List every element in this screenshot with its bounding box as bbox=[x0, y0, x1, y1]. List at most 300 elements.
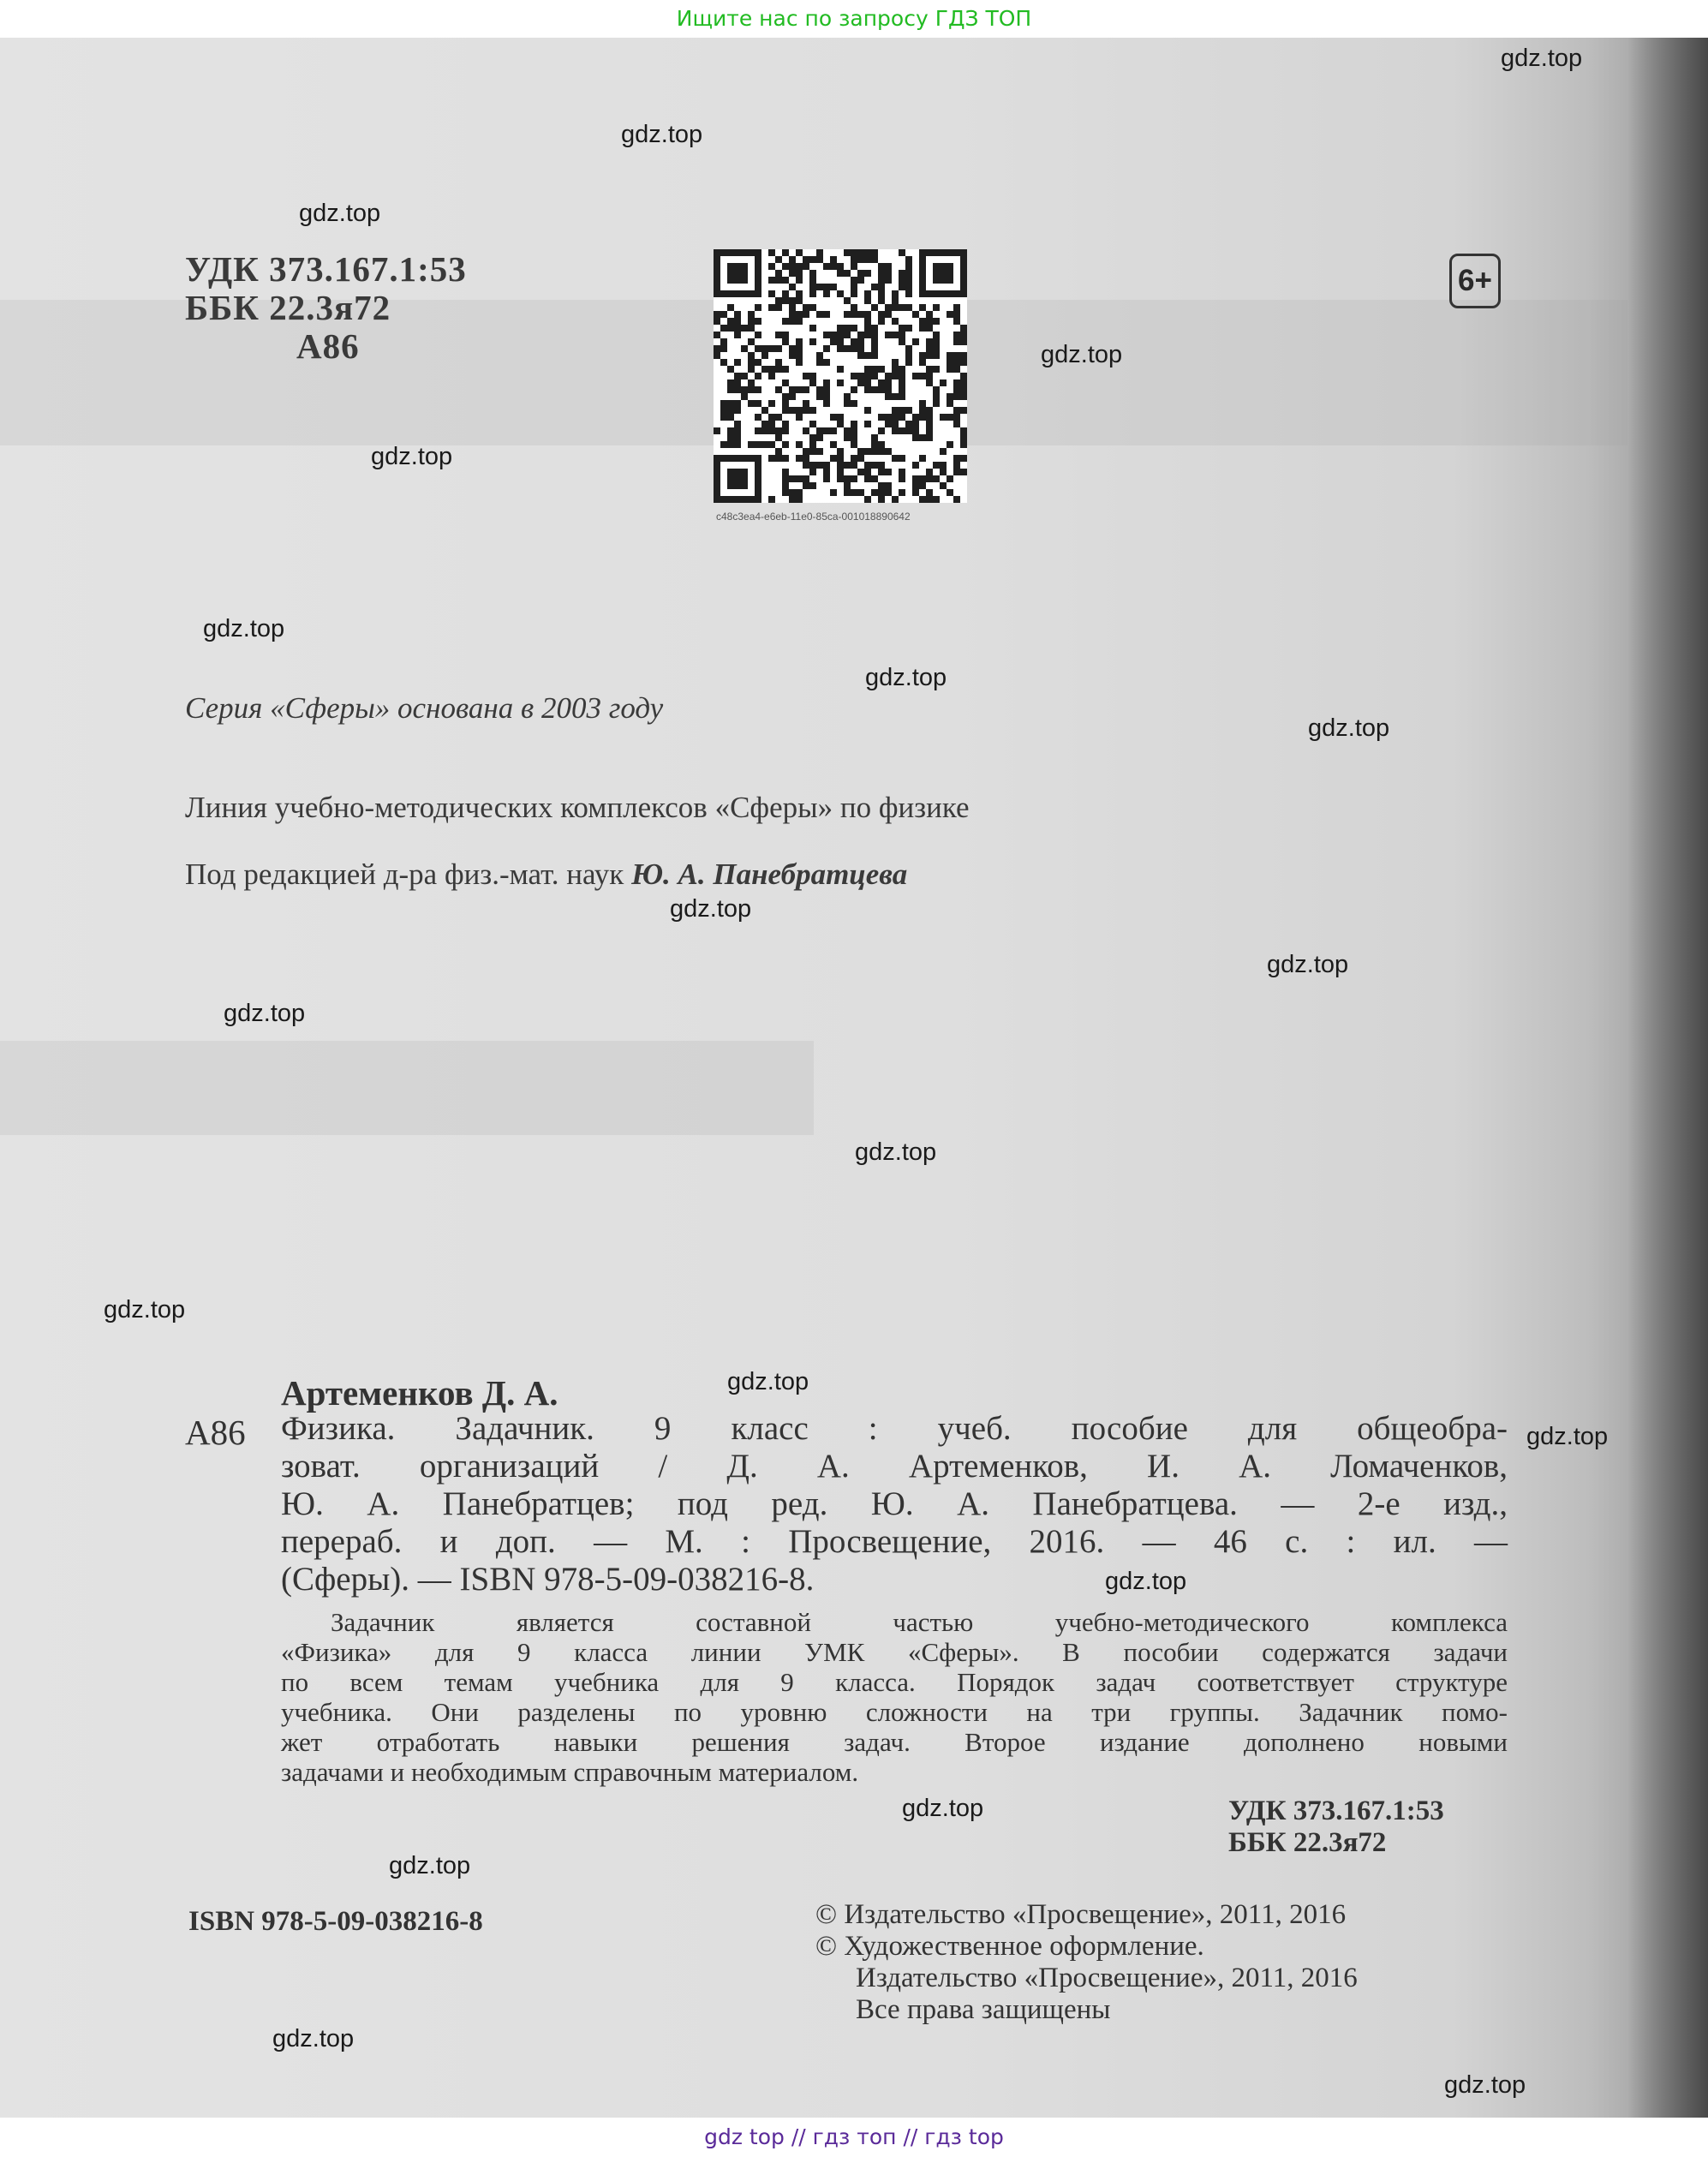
qr-module bbox=[844, 400, 851, 407]
qr-module bbox=[844, 434, 851, 441]
qr-module bbox=[809, 379, 816, 386]
qr-module bbox=[796, 345, 803, 352]
copyright-line: © Художественное оформление. bbox=[815, 1931, 1204, 1962]
qr-module bbox=[878, 263, 885, 270]
qr-module bbox=[926, 475, 933, 482]
qr-module bbox=[933, 345, 940, 352]
watermark-gdz: gdz.top bbox=[272, 2025, 355, 2052]
qr-module bbox=[755, 414, 761, 421]
qr-module bbox=[905, 352, 912, 359]
qr-module bbox=[953, 352, 960, 359]
qr-module bbox=[919, 496, 926, 503]
qr-module bbox=[844, 270, 851, 277]
qr-module bbox=[789, 407, 796, 414]
qr-module bbox=[864, 421, 871, 427]
qr-module bbox=[803, 256, 809, 263]
qr-module bbox=[803, 475, 809, 482]
qr-module bbox=[720, 345, 727, 352]
qr-module bbox=[782, 400, 789, 407]
qr-module bbox=[809, 284, 816, 290]
qr-module bbox=[871, 345, 878, 352]
qr-module bbox=[803, 407, 809, 414]
qr-module bbox=[789, 297, 796, 304]
qr-module bbox=[892, 407, 899, 414]
qr-module bbox=[782, 338, 789, 345]
qr-module bbox=[734, 318, 741, 325]
qr-module bbox=[953, 386, 960, 393]
qr-module bbox=[851, 373, 857, 379]
qr-module bbox=[899, 338, 905, 345]
watermark-gdz: gdz.top bbox=[670, 895, 752, 923]
qr-module bbox=[926, 434, 933, 441]
qr-module bbox=[899, 270, 905, 277]
qr-module bbox=[720, 407, 727, 414]
qr-module bbox=[830, 338, 837, 345]
qr-module bbox=[714, 318, 720, 325]
qr-module bbox=[919, 482, 926, 489]
qr-module bbox=[734, 441, 741, 448]
qr-module bbox=[809, 338, 816, 345]
qr-module bbox=[809, 304, 816, 311]
qr-module bbox=[926, 421, 933, 427]
qr-module bbox=[803, 482, 809, 489]
qr-module bbox=[768, 427, 775, 434]
qr-module bbox=[947, 352, 953, 359]
qr-module bbox=[775, 366, 782, 373]
qr-module bbox=[905, 277, 912, 284]
qr-module bbox=[926, 338, 933, 345]
qr-module bbox=[782, 263, 789, 270]
qr-module bbox=[953, 366, 960, 373]
qr-module bbox=[768, 400, 775, 407]
qr-module bbox=[768, 455, 775, 462]
qr-module bbox=[871, 366, 878, 373]
qr-module bbox=[803, 427, 809, 434]
qr-module bbox=[926, 407, 933, 414]
qr-module bbox=[892, 318, 899, 325]
qr-module bbox=[912, 482, 919, 489]
bleed-through-band-middle bbox=[0, 1041, 814, 1135]
qr-module bbox=[871, 325, 878, 332]
copyright-block bbox=[815, 1899, 1358, 2026]
qr-module bbox=[933, 462, 940, 469]
qr-module bbox=[871, 373, 878, 379]
qr-module bbox=[878, 482, 885, 489]
qr-module bbox=[823, 386, 830, 393]
bottom-links-banner[interactable]: gdz top // гдз топ // гдз top bbox=[0, 2118, 1708, 2157]
qr-module bbox=[933, 338, 940, 345]
qr-module bbox=[857, 270, 864, 277]
page-binding-shadow bbox=[1627, 38, 1708, 2118]
watermark-gdz: gdz.top bbox=[1041, 341, 1123, 368]
qr-module bbox=[775, 427, 782, 434]
qr-module bbox=[768, 290, 775, 297]
qr-module bbox=[871, 448, 878, 455]
qr-module bbox=[714, 427, 720, 434]
qr-module bbox=[775, 297, 782, 304]
qr-module bbox=[734, 332, 741, 338]
qr-module bbox=[933, 332, 940, 338]
qr-module bbox=[871, 304, 878, 311]
qr-module bbox=[892, 366, 899, 373]
qr-module bbox=[830, 284, 837, 290]
qr-module bbox=[727, 427, 734, 434]
qr-module bbox=[885, 263, 892, 270]
qr-module bbox=[837, 469, 844, 475]
watermark-gdz: gdz.top bbox=[104, 1296, 186, 1323]
qr-module bbox=[809, 407, 816, 414]
qr-module bbox=[823, 290, 830, 297]
qr-module bbox=[878, 366, 885, 373]
qr-module bbox=[871, 434, 878, 441]
qr-module bbox=[871, 489, 878, 496]
qr-module bbox=[720, 311, 727, 318]
qr-module bbox=[953, 379, 960, 386]
qr-module bbox=[857, 277, 864, 284]
qr-module bbox=[851, 345, 857, 352]
qr-module bbox=[782, 318, 789, 325]
copyright-line: Все права защищены bbox=[856, 1994, 1111, 2025]
qr-module bbox=[933, 400, 940, 407]
qr-module bbox=[816, 311, 823, 318]
curriculum-line: Линия учебно-методических комплексов «Сферы» по физике bbox=[185, 791, 970, 824]
qr-module bbox=[851, 489, 857, 496]
watermark-gdz: gdz.top bbox=[371, 443, 453, 470]
qr-module bbox=[809, 448, 816, 455]
qr-module bbox=[837, 421, 844, 427]
qr-module bbox=[851, 290, 857, 297]
qr-module bbox=[782, 407, 789, 414]
qr-module bbox=[919, 475, 926, 482]
qr-module bbox=[748, 318, 755, 325]
qr-module bbox=[926, 373, 933, 379]
qr-module bbox=[905, 345, 912, 352]
qr-module bbox=[741, 393, 748, 400]
qr-module bbox=[871, 475, 878, 482]
qr-module bbox=[803, 263, 809, 270]
qr-module bbox=[748, 441, 755, 448]
qr-module bbox=[830, 263, 837, 270]
qr-module bbox=[871, 462, 878, 469]
qr-module bbox=[851, 325, 857, 332]
qr-module bbox=[892, 455, 899, 462]
qr-module bbox=[803, 448, 809, 455]
qr-module bbox=[864, 290, 871, 297]
footer-bbk: ББК 22.3я72 bbox=[1228, 1827, 1387, 1858]
qr-module bbox=[864, 462, 871, 469]
editor-prefix: Под редакцией д-ра физ.-мат. наук bbox=[185, 857, 632, 891]
abstract bbox=[281, 1607, 1508, 1787]
qr-module bbox=[809, 441, 816, 448]
qr-module bbox=[919, 352, 926, 359]
qr-module bbox=[837, 475, 844, 482]
qr-module bbox=[947, 359, 953, 366]
qr-module bbox=[782, 441, 789, 448]
qr-module bbox=[748, 366, 755, 373]
qr-module bbox=[741, 373, 748, 379]
qr-module bbox=[803, 400, 809, 407]
watermark-gdz: gdz.top bbox=[299, 200, 381, 227]
qr-module bbox=[919, 373, 926, 379]
qr-module bbox=[960, 441, 967, 448]
qr-module bbox=[789, 318, 796, 325]
qr-module bbox=[899, 469, 905, 475]
qr-module bbox=[714, 345, 720, 352]
qr-module bbox=[851, 434, 857, 441]
qr-module bbox=[871, 338, 878, 345]
qr-module bbox=[892, 414, 899, 421]
qr-module bbox=[775, 270, 782, 277]
qr-module bbox=[727, 434, 734, 441]
qr-module bbox=[912, 475, 919, 482]
bibliography-line: зоват. организаций / Д. А. Артеменков, И. А. Ломаченков, bbox=[281, 1448, 1508, 1485]
watermark-gdz: gdz.top bbox=[727, 1368, 809, 1395]
qr-module bbox=[789, 345, 796, 352]
qr-module bbox=[857, 469, 864, 475]
qr-module bbox=[933, 386, 940, 393]
qr-module bbox=[809, 325, 816, 332]
qr-module bbox=[899, 284, 905, 290]
qr-module bbox=[878, 290, 885, 297]
qr-module bbox=[919, 304, 926, 311]
qr-module bbox=[878, 297, 885, 304]
qr-module bbox=[940, 414, 947, 421]
series-note: Серия «Сферы» основана в 2003 году bbox=[185, 691, 664, 725]
watermark-gdz: gdz.top bbox=[1444, 2071, 1526, 2099]
qr-module bbox=[878, 427, 885, 434]
abstract-line: «Физика» для 9 класса линии УМК «Сферы». В пособии содержатся задачи bbox=[281, 1637, 1508, 1667]
qr-module bbox=[864, 475, 871, 482]
qr-module bbox=[864, 469, 871, 475]
qr-module bbox=[899, 249, 905, 256]
qr-module bbox=[782, 455, 789, 462]
qr-module bbox=[748, 400, 755, 407]
qr-module bbox=[796, 297, 803, 304]
qr-module bbox=[857, 352, 864, 359]
qr-module bbox=[953, 421, 960, 427]
qr-module bbox=[851, 284, 857, 290]
qr-module bbox=[755, 386, 761, 393]
qr-module bbox=[947, 441, 953, 448]
qr-module bbox=[844, 297, 851, 304]
qr-module bbox=[905, 270, 912, 277]
qr-module bbox=[933, 304, 940, 311]
qr-module bbox=[796, 414, 803, 421]
qr-module bbox=[789, 386, 796, 393]
qr-module bbox=[816, 284, 823, 290]
qr-module bbox=[816, 256, 823, 263]
qr-module bbox=[775, 277, 782, 284]
qr-module bbox=[775, 359, 782, 366]
qr-module bbox=[837, 332, 844, 338]
qr-module bbox=[857, 332, 864, 338]
qr-module bbox=[892, 290, 899, 297]
qr-module bbox=[892, 297, 899, 304]
qr-module bbox=[830, 414, 837, 421]
qr-module bbox=[885, 332, 892, 338]
qr-module bbox=[953, 455, 960, 462]
qr-module bbox=[734, 400, 741, 407]
qr-module bbox=[933, 352, 940, 359]
watermark-gdz: gdz.top bbox=[902, 1795, 984, 1822]
qr-module bbox=[748, 359, 755, 366]
qr-module bbox=[960, 469, 967, 475]
editor-name: Ю. А. Панебратцева bbox=[631, 857, 908, 891]
qr-module bbox=[871, 256, 878, 263]
qr-module bbox=[727, 379, 734, 386]
qr-module bbox=[926, 318, 933, 325]
qr-module bbox=[857, 373, 864, 379]
qr-module bbox=[844, 249, 851, 256]
watermark-gdz: gdz.top bbox=[1501, 45, 1583, 72]
qr-module bbox=[919, 434, 926, 441]
qr-module bbox=[919, 325, 926, 332]
qr-module bbox=[775, 332, 782, 338]
qr-module bbox=[816, 393, 823, 400]
qr-module bbox=[953, 304, 960, 311]
qr-module bbox=[755, 427, 761, 434]
qr-module bbox=[768, 249, 775, 256]
qr-module bbox=[816, 448, 823, 455]
qr-module bbox=[809, 373, 816, 379]
qr-module bbox=[837, 366, 844, 373]
qr-module bbox=[720, 441, 727, 448]
qr-module bbox=[878, 469, 885, 475]
qr-module bbox=[789, 263, 796, 270]
qr-module bbox=[830, 489, 837, 496]
qr-module bbox=[933, 393, 940, 400]
qr-module bbox=[885, 277, 892, 284]
qr-module bbox=[933, 496, 940, 503]
qr-module bbox=[761, 427, 768, 434]
qr-module bbox=[892, 304, 899, 311]
qr-module bbox=[899, 475, 905, 482]
qr-module bbox=[789, 270, 796, 277]
qr-module bbox=[947, 366, 953, 373]
qr-module bbox=[741, 345, 748, 352]
qr-module bbox=[953, 462, 960, 469]
copyright-line: © Издательство «Просвещение», 2011, 2016 bbox=[815, 1899, 1347, 1930]
qr-module bbox=[837, 270, 844, 277]
qr-module bbox=[885, 482, 892, 489]
qr-module bbox=[953, 393, 960, 400]
qr-module bbox=[727, 386, 734, 393]
qr-module bbox=[864, 407, 871, 414]
qr-module bbox=[933, 366, 940, 373]
qr-module bbox=[905, 407, 912, 414]
qr-module bbox=[830, 455, 837, 462]
qr-module bbox=[857, 256, 864, 263]
qr-module bbox=[905, 427, 912, 434]
bibliography-line: перераб. и доп. — М. : Просвещение, 2016. — 46 с. : ил. — bbox=[281, 1523, 1508, 1560]
qr-module bbox=[775, 345, 782, 352]
qr-module bbox=[871, 284, 878, 290]
qr-module bbox=[727, 304, 734, 311]
qr-module bbox=[768, 277, 775, 284]
qr-module bbox=[851, 455, 857, 462]
qr-module bbox=[768, 304, 775, 311]
qr-module bbox=[727, 325, 734, 332]
qr-module bbox=[851, 311, 857, 318]
qr-module bbox=[878, 270, 885, 277]
qr-module bbox=[844, 345, 851, 352]
qr-module bbox=[714, 332, 720, 338]
qr-module bbox=[796, 338, 803, 345]
qr-module bbox=[871, 352, 878, 359]
qr-module bbox=[933, 318, 940, 325]
qr-module bbox=[844, 311, 851, 318]
qr-module bbox=[727, 414, 734, 421]
qr-module bbox=[830, 332, 837, 338]
qr-module bbox=[768, 373, 775, 379]
qr-module bbox=[796, 407, 803, 414]
qr-module bbox=[878, 496, 885, 503]
qr-module bbox=[905, 284, 912, 290]
qr-module bbox=[899, 414, 905, 421]
qr-module bbox=[782, 366, 789, 373]
qr-module bbox=[851, 256, 857, 263]
qr-module bbox=[796, 489, 803, 496]
qr-module bbox=[734, 359, 741, 366]
qr-module bbox=[871, 386, 878, 393]
qr-module bbox=[755, 304, 761, 311]
qr-module bbox=[857, 489, 864, 496]
qr-module bbox=[871, 332, 878, 338]
qr-module bbox=[926, 345, 933, 352]
qr-module bbox=[796, 311, 803, 318]
qr-module bbox=[796, 386, 803, 393]
qr-module bbox=[837, 448, 844, 455]
qr-module bbox=[960, 332, 967, 338]
abstract-line: задачами и необходимым справочным материалом. bbox=[281, 1757, 859, 1787]
qr-module bbox=[761, 352, 768, 359]
top-search-banner[interactable]: Ищите нас по запросу ГДЗ ТОП bbox=[0, 0, 1708, 38]
qr-module bbox=[809, 462, 816, 469]
qr-module bbox=[734, 386, 741, 393]
isbn: ISBN 978-5-09-038216-8 bbox=[188, 1906, 483, 1937]
copyright-line: Издательство «Просвещение», 2011, 2016 bbox=[856, 1963, 1358, 1993]
bbk-code: ББК 22.3я72 bbox=[185, 288, 391, 327]
qr-module bbox=[714, 352, 720, 359]
qr-code bbox=[714, 249, 967, 503]
bibliography-author: Артеменков Д. А. bbox=[281, 1373, 558, 1413]
qr-module bbox=[782, 332, 789, 338]
qr-module bbox=[734, 373, 741, 379]
qr-module bbox=[789, 496, 796, 503]
qr-module bbox=[864, 332, 871, 338]
qr-module bbox=[851, 263, 857, 270]
watermark-gdz: gdz.top bbox=[1105, 1568, 1187, 1595]
qr-module bbox=[782, 297, 789, 304]
qr-module bbox=[885, 469, 892, 475]
qr-module bbox=[857, 311, 864, 318]
qr-module bbox=[809, 270, 816, 277]
qr-module bbox=[720, 414, 727, 421]
qr-module bbox=[782, 249, 789, 256]
qr-module bbox=[851, 462, 857, 469]
qr-module bbox=[864, 311, 871, 318]
qr-module bbox=[878, 489, 885, 496]
qr-module bbox=[803, 386, 809, 393]
qr-module bbox=[960, 434, 967, 441]
qr-module bbox=[823, 427, 830, 434]
qr-module bbox=[885, 414, 892, 421]
qr-module bbox=[782, 475, 789, 482]
qr-module bbox=[864, 448, 871, 455]
qr-module bbox=[919, 455, 926, 462]
qr-module bbox=[905, 290, 912, 297]
qr-module bbox=[809, 469, 816, 475]
